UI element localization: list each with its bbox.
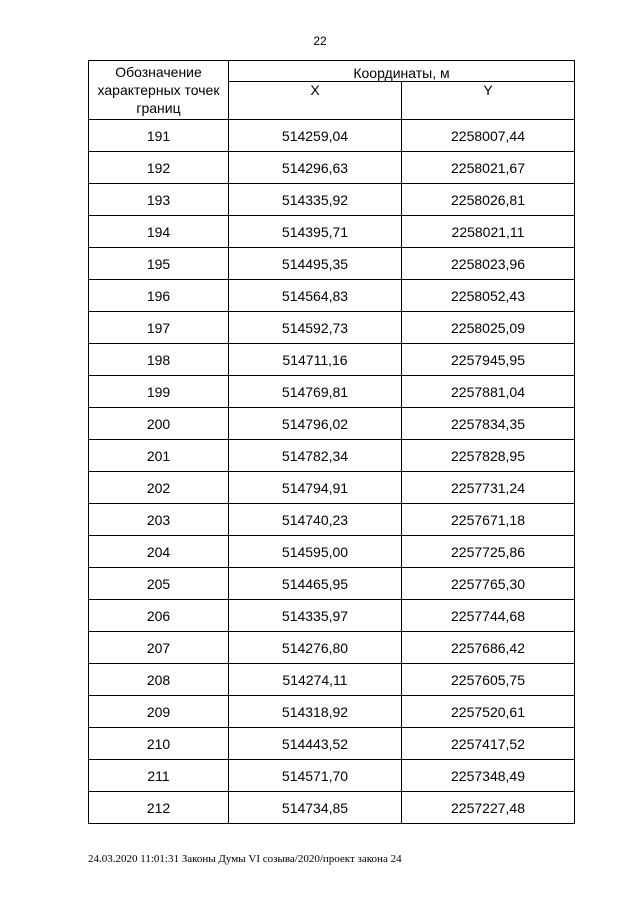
point-id-cell: 203 — [89, 504, 229, 536]
point-id-cell: 192 — [89, 152, 229, 184]
point-id-cell: 211 — [89, 760, 229, 792]
x-coordinate-cell: 514782,34 — [229, 440, 402, 472]
point-id-cell: 202 — [89, 472, 229, 504]
x-coordinate-cell: 514769,81 — [229, 376, 402, 408]
table-row — [89, 792, 575, 824]
point-id-cell: 212 — [89, 792, 229, 824]
table-row — [89, 536, 575, 568]
y-coordinate-cell: 2258026,81 — [402, 184, 575, 216]
table-body — [89, 120, 575, 824]
document-footer: 24.03.2020 11:01:31 Законы Думы VI созыва/2020/проект закона 24 — [88, 853, 402, 865]
y-coordinate-cell: 2257520,61 — [402, 696, 575, 728]
table-row — [89, 248, 575, 280]
point-id-cell: 198 — [89, 344, 229, 376]
x-coordinate-cell: 514296,63 — [229, 152, 402, 184]
point-id-cell: 197 — [89, 312, 229, 344]
x-coordinate-cell: 514465,95 — [229, 568, 402, 600]
x-coordinate-cell: 514335,97 — [229, 600, 402, 632]
table-row — [89, 600, 575, 632]
table-row — [89, 376, 575, 408]
y-coordinate-cell: 2258052,43 — [402, 280, 575, 312]
table-row — [89, 440, 575, 472]
x-coordinate-cell: 514571,70 — [229, 760, 402, 792]
y-coordinate-cell: 2257881,04 — [402, 376, 575, 408]
point-id-cell: 193 — [89, 184, 229, 216]
page-number: 22 — [313, 34, 327, 48]
table-row — [89, 312, 575, 344]
y-column-header: Y — [402, 82, 575, 120]
coordinates-table — [88, 60, 575, 824]
x-coordinate-cell: 514740,23 — [229, 504, 402, 536]
table-row — [89, 280, 575, 312]
point-id-cell: 195 — [89, 248, 229, 280]
table-row — [89, 152, 575, 184]
x-coordinate-cell: 514395,71 — [229, 216, 402, 248]
y-coordinate-cell: 2257765,30 — [402, 568, 575, 600]
coordinates-header: Координаты, м — [229, 61, 575, 82]
x-coordinate-cell: 514734,85 — [229, 792, 402, 824]
point-id-cell: 201 — [89, 440, 229, 472]
table-row — [89, 216, 575, 248]
y-coordinate-cell: 2258007,44 — [402, 120, 575, 152]
table-row — [89, 120, 575, 152]
table-row — [89, 696, 575, 728]
x-coordinate-cell: 514711,16 — [229, 344, 402, 376]
table-row — [89, 184, 575, 216]
x-coordinate-cell: 514495,35 — [229, 248, 402, 280]
x-coordinate-cell: 514796,02 — [229, 408, 402, 440]
point-id-cell: 191 — [89, 120, 229, 152]
table-row — [89, 664, 575, 696]
point-id-cell: 210 — [89, 728, 229, 760]
table-row — [89, 504, 575, 536]
y-coordinate-cell: 2257834,35 — [402, 408, 575, 440]
point-id-cell: 200 — [89, 408, 229, 440]
table-row — [89, 472, 575, 504]
y-coordinate-cell: 2257605,75 — [402, 664, 575, 696]
x-coordinate-cell: 514276,80 — [229, 632, 402, 664]
point-id-cell: 199 — [89, 376, 229, 408]
x-coordinate-cell: 514592,73 — [229, 312, 402, 344]
point-id-cell: 209 — [89, 696, 229, 728]
table-row — [89, 728, 575, 760]
x-coordinate-cell: 514274,11 — [229, 664, 402, 696]
table-row — [89, 408, 575, 440]
x-coordinate-cell: 514335,92 — [229, 184, 402, 216]
point-id-cell: 194 — [89, 216, 229, 248]
table-row — [89, 344, 575, 376]
y-coordinate-cell: 2258025,09 — [402, 312, 575, 344]
y-coordinate-cell: 2257686,42 — [402, 632, 575, 664]
x-column-header: X — [229, 82, 402, 120]
point-id-cell: 207 — [89, 632, 229, 664]
x-coordinate-cell: 514259,04 — [229, 120, 402, 152]
y-coordinate-cell: 2258021,11 — [402, 216, 575, 248]
point-id-cell: 208 — [89, 664, 229, 696]
x-coordinate-cell: 514318,92 — [229, 696, 402, 728]
table-row — [89, 632, 575, 664]
y-coordinate-cell: 2257725,86 — [402, 536, 575, 568]
table-row — [89, 760, 575, 792]
y-coordinate-cell: 2257227,48 — [402, 792, 575, 824]
point-id-cell: 204 — [89, 536, 229, 568]
x-coordinate-cell: 514564,83 — [229, 280, 402, 312]
y-coordinate-cell: 2257348,49 — [402, 760, 575, 792]
point-id-cell: 205 — [89, 568, 229, 600]
x-coordinate-cell: 514595,00 — [229, 536, 402, 568]
y-coordinate-cell: 2258021,67 — [402, 152, 575, 184]
y-coordinate-cell: 2257744,68 — [402, 600, 575, 632]
point-designation-header: Обозначение характерных точек границ — [89, 61, 229, 120]
y-coordinate-cell: 2257828,95 — [402, 440, 575, 472]
point-id-cell: 206 — [89, 600, 229, 632]
y-coordinate-cell: 2258023,96 — [402, 248, 575, 280]
table-row — [89, 568, 575, 600]
x-coordinate-cell: 514794,91 — [229, 472, 402, 504]
y-coordinate-cell: 2257731,24 — [402, 472, 575, 504]
y-coordinate-cell: 2257671,18 — [402, 504, 575, 536]
point-id-cell: 196 — [89, 280, 229, 312]
table-header — [89, 61, 575, 120]
x-coordinate-cell: 514443,52 — [229, 728, 402, 760]
y-coordinate-cell: 2257417,52 — [402, 728, 575, 760]
y-coordinate-cell: 2257945,95 — [402, 344, 575, 376]
